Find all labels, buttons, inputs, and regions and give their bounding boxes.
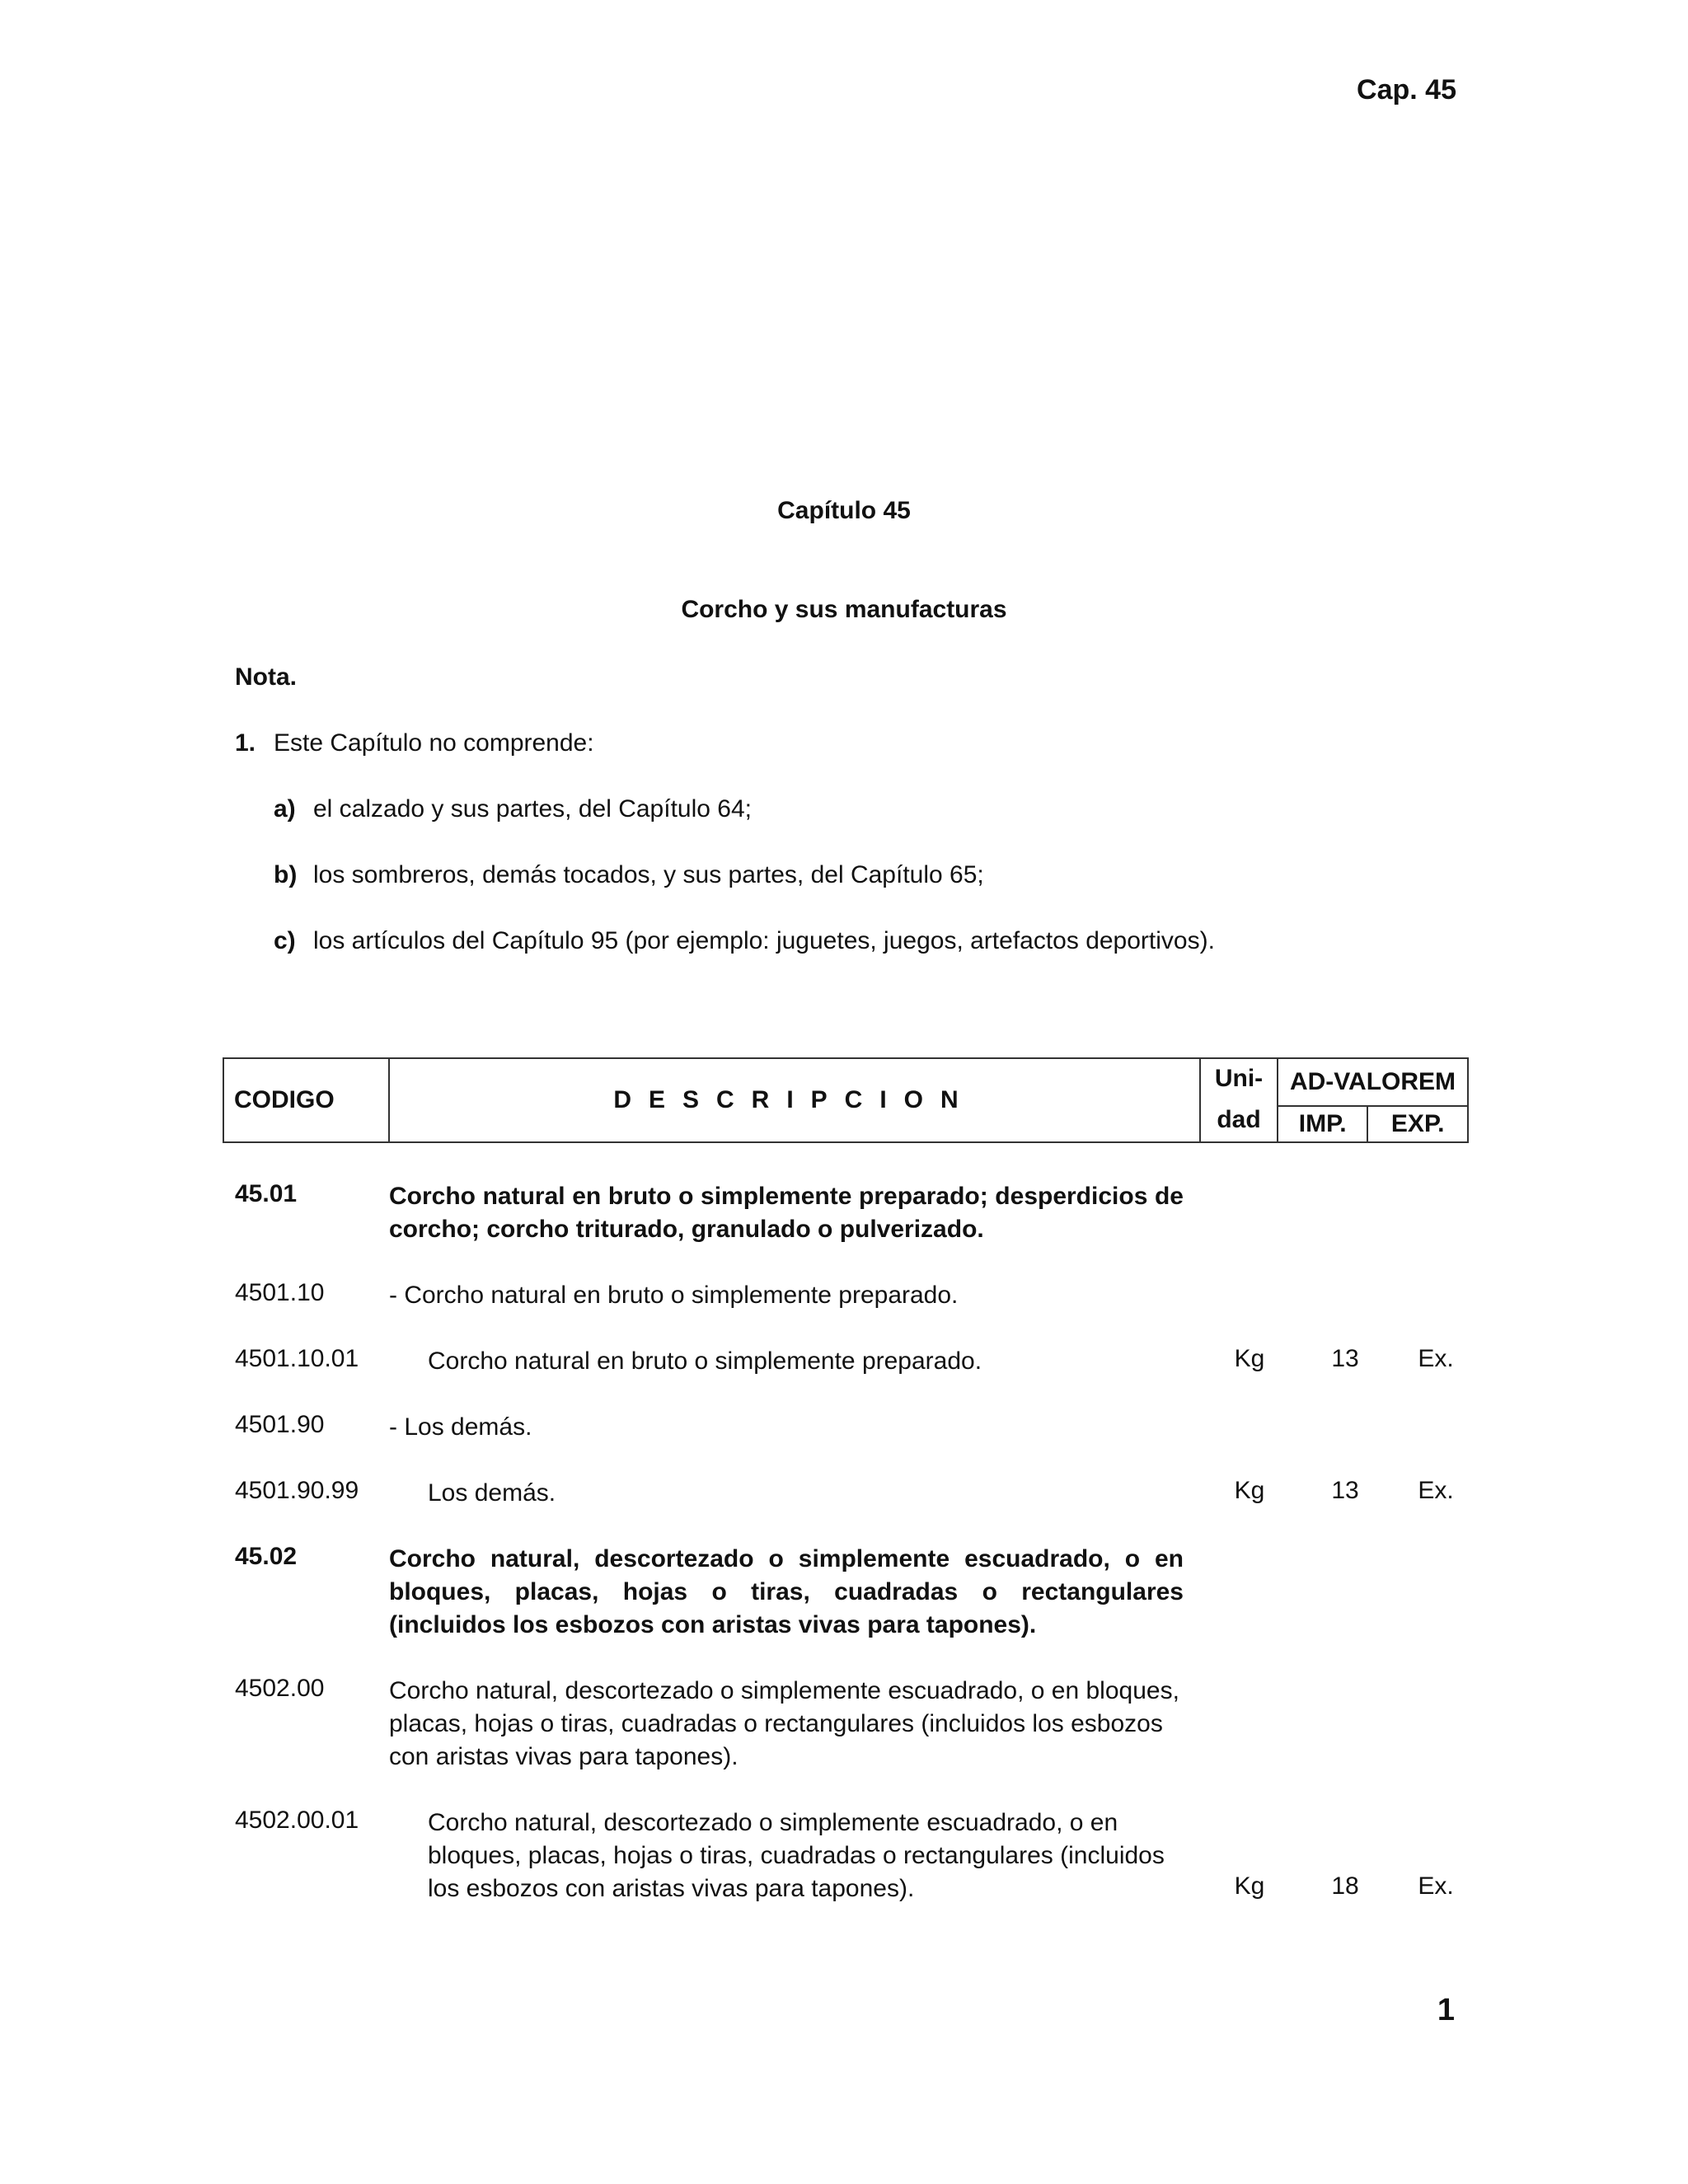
note-subitem-letter: b) (274, 861, 298, 888)
tariff-code: 4501.10.01 (235, 1345, 359, 1372)
tariff-exp: Ex. (1418, 1872, 1454, 1900)
subheading-code: 4501.90 (235, 1411, 325, 1438)
header-unidad (1200, 1058, 1278, 1142)
tariff-code: 4502.00.01 (235, 1807, 359, 1834)
header-unidad-line2: dad (1217, 1106, 1261, 1133)
note-subitem-text: los artículos del Capítulo 95 (por ejemplo: juguetes, juegos, artefactos deportivos). (313, 927, 1215, 954)
subheading-code: 4502.00 (235, 1675, 325, 1702)
tariff-description: Corcho natural, descortezado o simplemente escuadrado, o en bloques, placas, hojas o tiras, cuadradas o rectangulares (incluidos los esbozos con aristas vivas para tapones). (428, 1809, 1165, 1902)
tariff-unit: Kg (1234, 1477, 1265, 1504)
tariff-imp: 18 (1331, 1872, 1359, 1900)
note-number: 1. (235, 729, 256, 757)
header-codigo: CODIGO (223, 1058, 389, 1142)
subheading-description: Corcho natural, descortezado o simplemente escuadrado, o en bloques, placas, hojas o tiras, cuadradas o rectangulares (incluidos los esbozos con aristas vivas para tapones). (389, 1677, 1179, 1770)
subheading-description: - Los demás. (389, 1413, 532, 1441)
tariff-unit: Kg (1234, 1345, 1265, 1372)
nota-label: Nota. (235, 663, 297, 691)
tariff-table-header (223, 1057, 1469, 1143)
subheading-description: - Corcho natural en bruto o simplemente preparado. (389, 1282, 959, 1309)
header-ad-valorem: AD-VALOREM (1278, 1058, 1468, 1106)
header-exp: EXP. (1367, 1106, 1468, 1142)
tariff-description: Los demás. (428, 1479, 556, 1507)
chapter-title: Capítulo 45 (777, 497, 911, 524)
tariff-exp: Ex. (1418, 1477, 1454, 1504)
header-imp: IMP. (1278, 1106, 1367, 1142)
subheading-code: 4501.10 (235, 1279, 325, 1306)
heading-description: Corcho natural, descortezado o simplemente escuadrado, o en bloques, placas, hojas o tiras, cuadradas o rectangulares (incluidos los esbozos con aristas vivas para tapones). (389, 1545, 1184, 1638)
header-descripcion: DESCRIPCION (389, 1058, 1200, 1142)
chapter-header: Cap. 45 (1357, 74, 1456, 105)
note-subitem-letter: c) (274, 927, 296, 954)
note-text: Este Capítulo no comprende: (274, 729, 594, 757)
note-subitem-text: el calzado y sus partes, del Capítulo 64; (313, 795, 752, 823)
note-subitem-letter: a) (274, 795, 296, 823)
tariff-imp: 13 (1331, 1345, 1359, 1372)
tariff-exp: Ex. (1418, 1345, 1454, 1372)
heading-code: 45.02 (235, 1543, 298, 1570)
tariff-unit: Kg (1234, 1872, 1265, 1900)
heading-description: Corcho natural en bruto o simplemente preparado; desperdicios de corcho; corcho triturado, granulado o pulverizado. (389, 1183, 1184, 1243)
chapter-subtitle: Corcho y sus manufacturas (681, 596, 1007, 623)
tariff-description: Corcho natural en bruto o simplemente preparado. (428, 1347, 982, 1375)
tariff-code: 4501.90.99 (235, 1477, 359, 1504)
note-subitem-text: los sombreros, demás tocados, y sus partes, del Capítulo 65; (313, 861, 984, 888)
header-unidad-line1: Uni- (1214, 1065, 1264, 1092)
page-number: 1 (1437, 1993, 1455, 2027)
heading-code: 45.01 (235, 1180, 298, 1207)
tariff-imp: 13 (1331, 1477, 1359, 1504)
